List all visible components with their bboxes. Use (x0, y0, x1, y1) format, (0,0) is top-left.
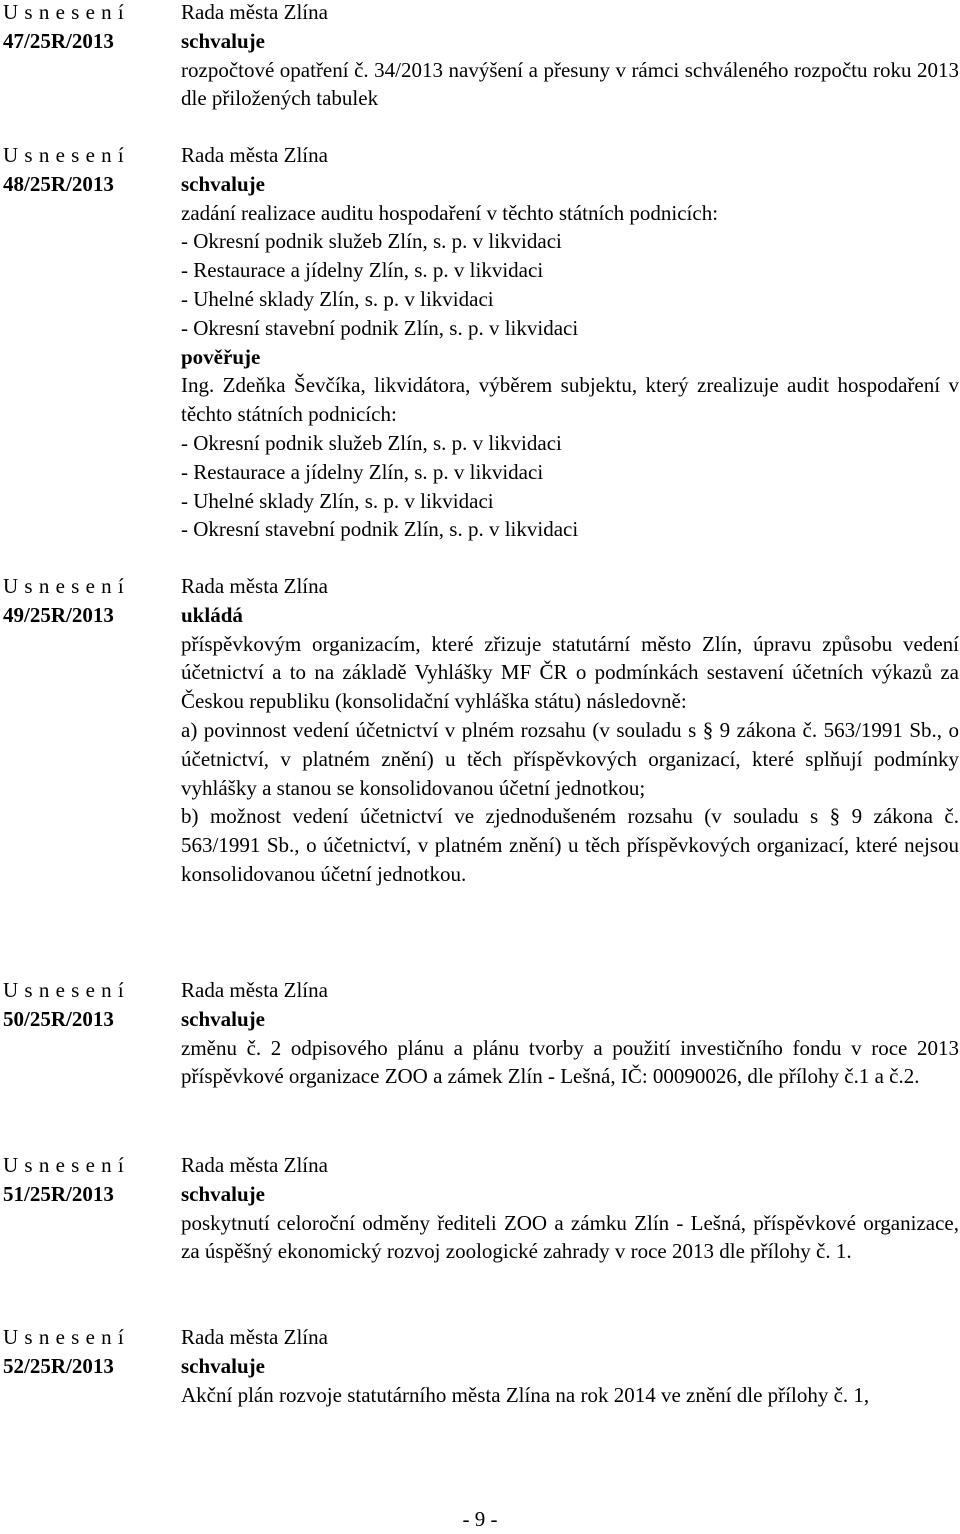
resolution-heading (3, 141, 173, 199)
resolution-label: U s n e s e n í (3, 574, 125, 598)
list-item: - Uhelné sklady Zlín, s. p. v likvidaci (181, 488, 494, 513)
resolution-text: Ing. Zdeňka Ševčíka, likvidátora, výběrem subjektu, který zrealizuje audit hospodaření v těchto státních podnicích: (181, 373, 959, 427)
resolution-text: zadání realizace auditu hospodaření v těchto státních podnicích: (181, 200, 719, 225)
list-item: - Uhelné sklady Zlín, s. p. v likvidaci (181, 286, 494, 311)
resolution-number: 51/25R/2013 (3, 1181, 114, 1206)
resolution-body (181, 976, 959, 1091)
resolution-body (181, 1151, 959, 1266)
resolution-verb: schvaluje (181, 171, 265, 196)
resolution-verb: ukládá (181, 602, 243, 627)
resolution-heading (3, 1323, 173, 1381)
resolution-text: b) možnost vedení účetnictví ve zjednodušeném rozsahu (v souladu s § 9 zákona č. 563/1991 Sb., o účetnictví, v platném znění) u těch příspěvkových organizací, které nejsou konsolidovanou účetní jednotkou. (181, 804, 959, 886)
resolution-number: 47/25R/2013 (3, 28, 114, 53)
resolution-verb: schvaluje (181, 28, 265, 53)
resolution-body (181, 0, 959, 113)
resolution-text: Akční plán rozvoje statutárního města Zlína na rok 2014 ve znění dle přílohy č. 1, (181, 1382, 870, 1407)
council-name: Rada města Zlína (181, 1325, 328, 1349)
resolution-verb: schvaluje (181, 1006, 265, 1031)
resolution-label: U s n e s e n í (3, 1153, 125, 1177)
council-name: Rada města Zlína (181, 143, 328, 167)
resolution-text: příspěvkovým organizacím, které zřizuje statutární město Zlín, úpravu způsobu vedení účetnictví a to na základě Vyhlášky MF ČR o podmínkách sestavení účetních výkazů za Českou republiku (konsolidační vyhláška státu) následovně: (181, 631, 959, 714)
resolution-number: 50/25R/2013 (3, 1006, 114, 1031)
council-name: Rada města Zlína (181, 1153, 328, 1177)
list-item: - Okresní podnik služeb Zlín, s. p. v likvidaci (181, 430, 562, 455)
council-name: Rada města Zlína (181, 0, 328, 24)
resolution-body (181, 572, 959, 889)
resolution-heading (3, 1151, 173, 1209)
list-item: - Okresní podnik služeb Zlín, s. p. v likvidaci (181, 229, 562, 254)
resolution-verb: pověřuje (181, 344, 261, 369)
resolution-number: 49/25R/2013 (3, 602, 114, 627)
list-item: - Restaurace a jídelny Zlín, s. p. v likvidaci (181, 459, 544, 484)
resolution-label: U s n e s e n í (3, 143, 125, 167)
resolution-text: změnu č. 2 odpisového plánu a plánu tvorby a použití investičního fondu v roce 2013 příspěvkové organizace ZOO a zámek Zlín - Lešná, IČ: 00090026, dle přílohy č.1 a č.2. (181, 1035, 959, 1089)
resolution-heading (3, 572, 173, 630)
list-item: - Restaurace a jídelny Zlín, s. p. v likvidaci (181, 258, 544, 283)
resolution-number: 52/25R/2013 (3, 1353, 114, 1378)
resolution-text: poskytnutí celoroční odměny řediteli ZOO a zámku Zlín - Lešná, příspěvkové organizace, za úspěšný ekonomický rozvoj zoologické zahrady v roce 2013 dle přílohy č. 1. (181, 1210, 959, 1264)
list-item: - Okresní stavební podnik Zlín, s. p. v likvidaci (181, 315, 579, 340)
resolution-text: a) povinnost vedení účetnictví v plném rozsahu (v souladu s § 9 zákona č. 563/1991 Sb., o účetnictví, v platném znění) u těch příspěvkových organizací, které splňují podmínky vyhlášky a stanou se konsolidovanou účetní jednotkou; (181, 717, 959, 800)
resolution-body (181, 1323, 959, 1409)
resolution-label: U s n e s e n í (3, 1325, 125, 1349)
resolution-text: rozpočtové opatření č. 34/2013 navýšení a přesuny v rámci schváleného rozpočtu roku 2013 dle přiložených tabulek (181, 57, 959, 111)
council-name: Rada města Zlína (181, 978, 328, 1002)
resolution-label: U s n e s e n í (3, 978, 125, 1002)
resolution-heading (3, 976, 173, 1034)
list-item: - Okresní stavební podnik Zlín, s. p. v likvidaci (181, 517, 579, 542)
page-number: - 9 - (462, 1507, 498, 1531)
resolution-heading (3, 0, 173, 56)
council-name: Rada města Zlína (181, 574, 328, 598)
resolution-verb: schvaluje (181, 1353, 265, 1378)
resolution-verb: schvaluje (181, 1181, 265, 1206)
resolution-body (181, 141, 959, 544)
resolution-label: U s n e s e n í (3, 0, 125, 24)
resolution-number: 48/25R/2013 (3, 171, 114, 196)
